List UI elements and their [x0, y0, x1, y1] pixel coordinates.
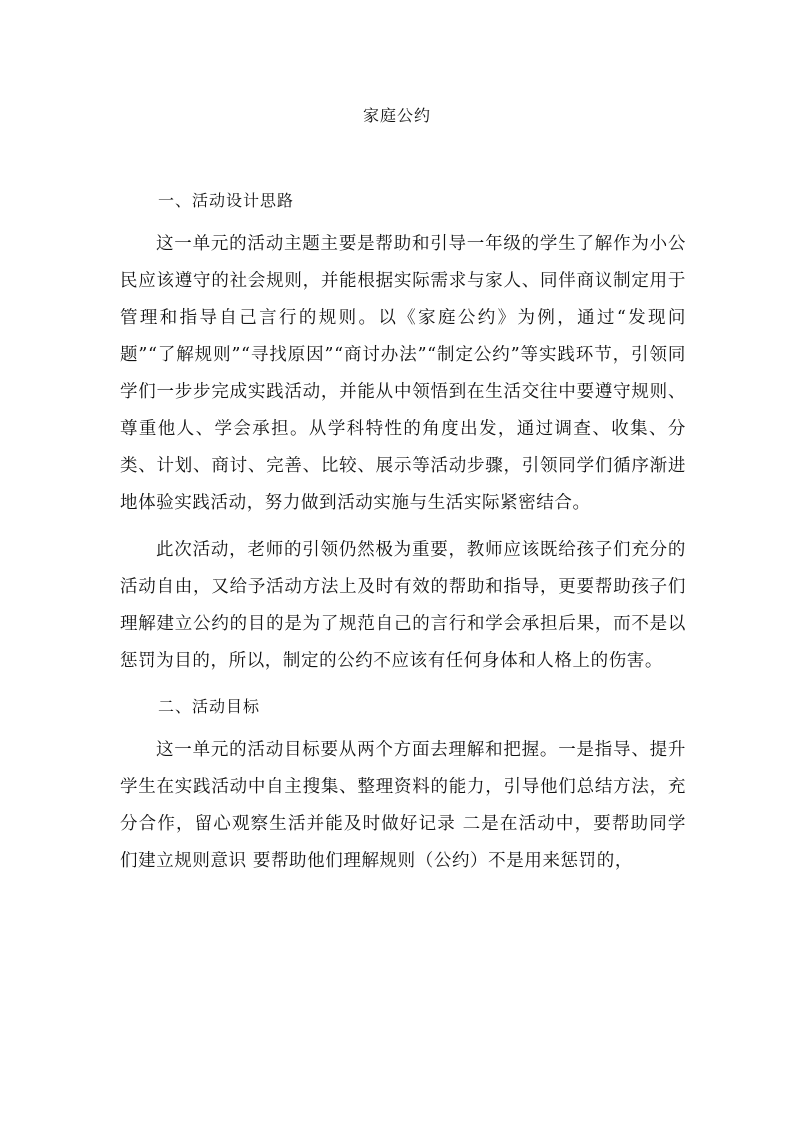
document-body: [120, 188, 686, 880]
section-heading-goals: 二、活动目标: [158, 697, 261, 716]
section-heading-design: 一、活动设计思路: [158, 191, 295, 210]
paragraph: 这一单元的活动主题主要是帮助和引导一年级的学生了解作为小公民应该遵守的社会规则，并能根据实际需求与家人、同伴商议制定用于管理和指导自己言行的规则。以《家庭公约》为例，通过“发现问题”“了解规则”“寻找原因”“商讨办法”“制定公约”等实践环节，引领同学们一步步完成实践活动，并能从中领悟到在生活交往中要遵守规则、尊重他人、学会承担。从学科特性的角度出发，通过调查、收集、分类、计划、商讨、完善、比较、展示等活动步骤，引领同学们循序渐进地体验实践活动，努力做到活动实施与生活实际紧密结合。: [120, 234, 686, 513]
paragraph: 此次活动，老师的引领仍然极为重要，教师应该既给孩子们充分的活动自由，又给予活动方法上及时有效的帮助和指导，更要帮助孩子们理解建立公约的目的是为了规范自己的言行和学会承担后果，而不是以惩罚为目的，所以，制定的公约不应该有任何身体和人格上的伤害。: [120, 540, 686, 671]
paragraph: 这一单元的活动目标要从两个方面去理解和把握。一是指导、提升学生在实践活动中自主搜集、整理资料的能力，引导他们总结方法，充分合作，留心观察生活并能及时做好记录 二是在活动中，要帮助同学们建立规则意识 要帮助他们理解规则（公约）不是用来惩罚的，: [120, 740, 686, 871]
document-title: 家庭公约: [362, 106, 431, 125]
